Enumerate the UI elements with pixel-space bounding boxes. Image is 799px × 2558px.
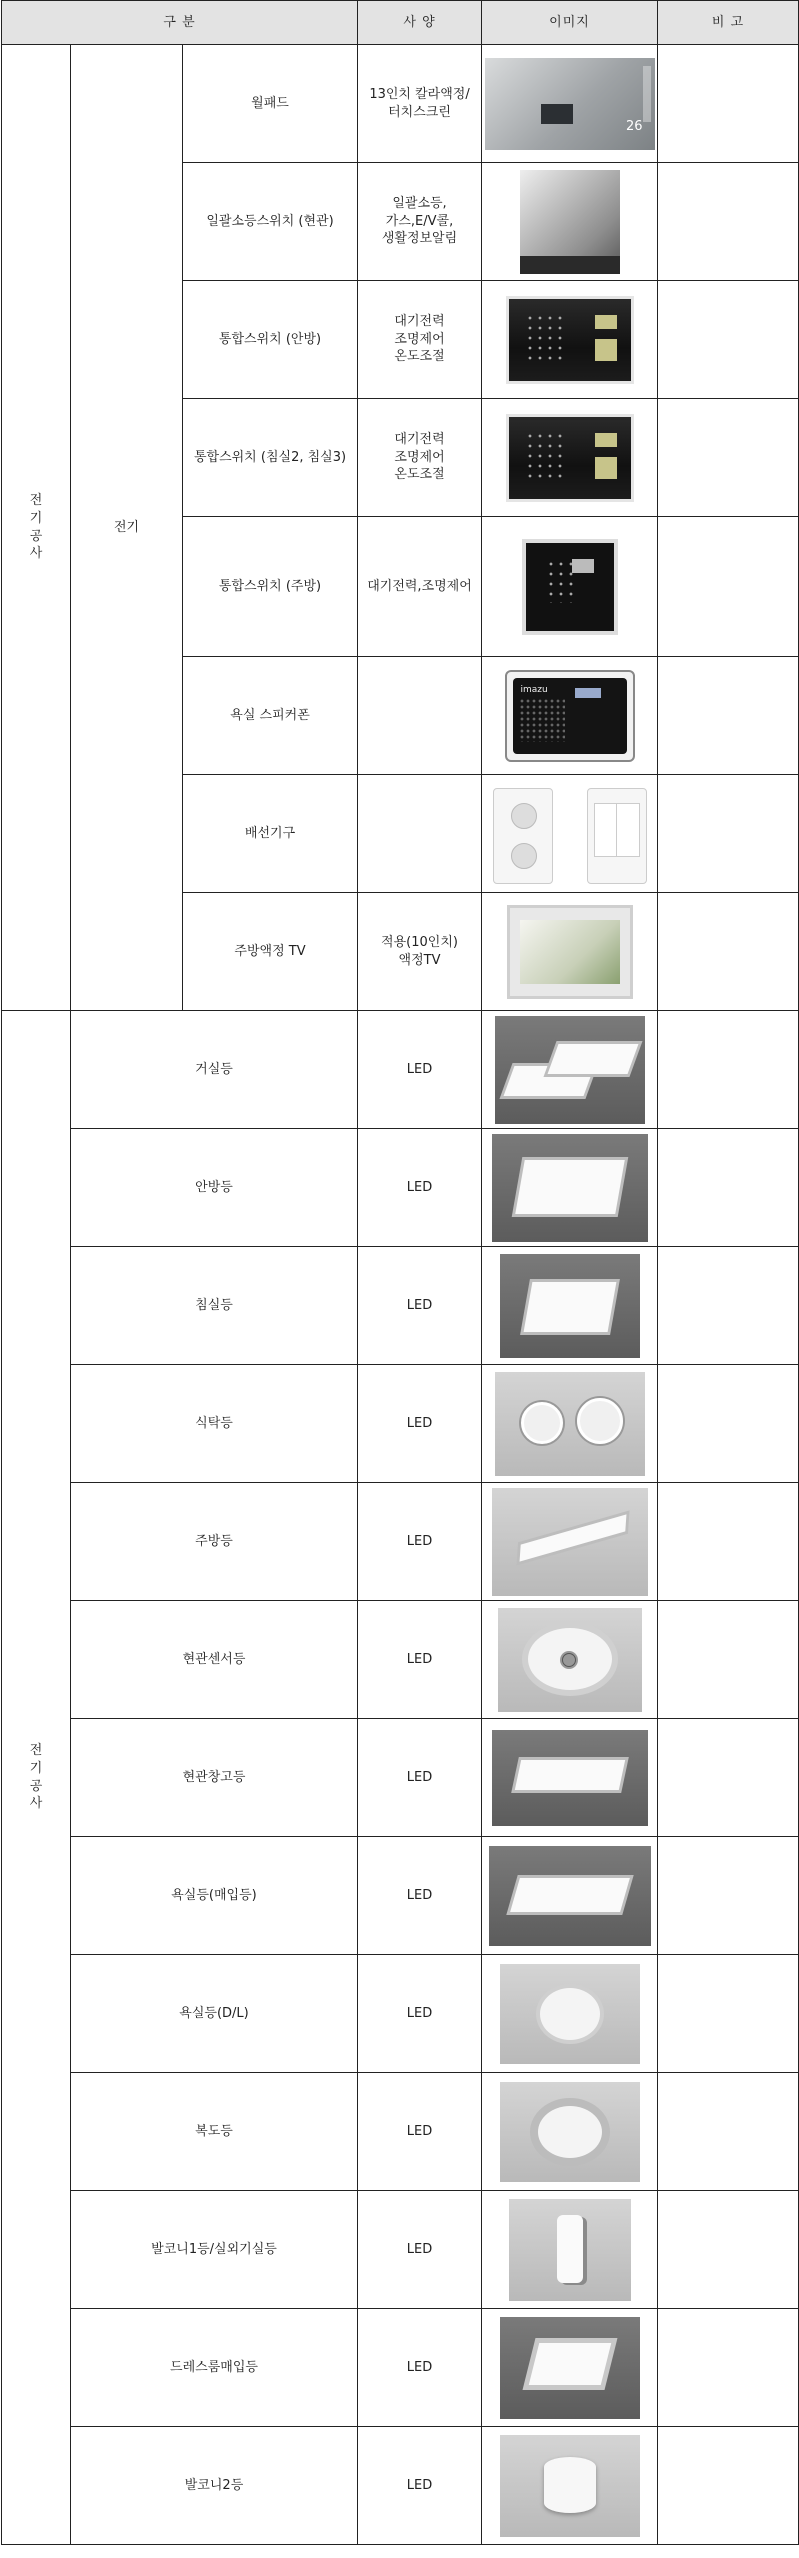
header-spec: 사 양 <box>358 1 482 45</box>
item-note <box>658 1365 799 1483</box>
item-spec <box>358 657 482 775</box>
wallpad-icon <box>485 58 655 150</box>
item-note <box>658 163 799 281</box>
item-note <box>658 1837 799 1955</box>
speakerphone-brand: imazu <box>520 684 548 695</box>
dressroom-recessed-light-icon <box>500 2317 640 2419</box>
table-row <box>2 45 799 163</box>
kitchen-tv-icon <box>507 905 633 999</box>
outlet-switch-icon <box>485 784 655 884</box>
item-name: 주방액정 TV <box>183 893 358 1011</box>
item-spec: LED <box>358 1247 482 1365</box>
spec-table <box>1 0 799 2545</box>
item-note <box>658 1011 799 1129</box>
item-spec: 13인치 칼라액정/ 터치스크린 <box>358 45 482 163</box>
item-name: 식탁등 <box>71 1365 358 1483</box>
item-spec: LED <box>358 1601 482 1719</box>
group-label: 전기공사 <box>2 45 71 1011</box>
item-spec: 일괄소등, 가스,E/V콜, 생활정보알림 <box>358 163 482 281</box>
item-name: 침실등 <box>71 1247 358 1365</box>
item-name: 월패드 <box>183 45 358 163</box>
item-spec: LED <box>358 1483 482 1601</box>
item-image <box>482 1247 658 1365</box>
item-spec: 적용(10인치) 액정TV <box>358 893 482 1011</box>
table-row <box>2 1601 799 1719</box>
item-spec: LED <box>358 1837 482 1955</box>
item-note <box>658 1129 799 1247</box>
sub-group-label: 전기 <box>71 45 183 1011</box>
item-image <box>482 399 658 517</box>
item-note <box>658 2073 799 2191</box>
item-name: 발코니1등/실외기실등 <box>71 2191 358 2309</box>
dining-spotlight-icon <box>495 1372 645 1476</box>
entrance-sensor-light-icon <box>498 1608 642 1712</box>
item-spec: LED <box>358 1011 482 1129</box>
item-note <box>658 399 799 517</box>
item-spec: LED <box>358 2427 482 2545</box>
master-bedroom-light-icon <box>492 1134 648 1242</box>
item-note <box>658 1247 799 1365</box>
item-name: 현관창고등 <box>71 1719 358 1837</box>
header-image: 이미지 <box>482 1 658 45</box>
item-name: 발코니2등 <box>71 2427 358 2545</box>
item-spec: LED <box>358 2309 482 2427</box>
item-image <box>482 2427 658 2545</box>
table-row <box>2 1247 799 1365</box>
item-image <box>482 1837 658 1955</box>
item-image <box>482 45 658 163</box>
item-name: 안방등 <box>71 1129 358 1247</box>
integrated-switch-icon <box>506 296 634 384</box>
kitchen-switch-icon <box>522 539 618 635</box>
item-note <box>658 2191 799 2309</box>
item-image <box>482 1719 658 1837</box>
item-spec: LED <box>358 2073 482 2191</box>
group-label: 전기공사 <box>2 1011 71 2545</box>
item-note <box>658 775 799 893</box>
header-row <box>2 1 799 45</box>
item-note <box>658 1601 799 1719</box>
item-name: 현관센서등 <box>71 1601 358 1719</box>
item-name: 통합스위치 (주방) <box>183 517 358 657</box>
item-spec: LED <box>358 1955 482 2073</box>
item-name: 배선기구 <box>183 775 358 893</box>
bathroom-downlight-icon <box>500 1964 640 2064</box>
item-image <box>482 775 658 893</box>
item-image <box>482 2191 658 2309</box>
item-image <box>482 893 658 1011</box>
table-row <box>2 1837 799 1955</box>
header-note: 비 고 <box>658 1 799 45</box>
integrated-switch-icon <box>506 414 634 502</box>
bathroom-recessed-light-icon <box>489 1846 651 1946</box>
bedroom-light-icon <box>500 1254 640 1358</box>
table-row <box>2 1011 799 1129</box>
item-image <box>482 657 658 775</box>
item-image <box>482 281 658 399</box>
master-switch-icon <box>520 170 620 274</box>
item-note <box>658 1483 799 1601</box>
item-name: 드레스룸매입등 <box>71 2309 358 2427</box>
table-row <box>2 2191 799 2309</box>
item-name: 욕실등(D/L) <box>71 1955 358 2073</box>
table-row <box>2 1365 799 1483</box>
table-row <box>2 1129 799 1247</box>
item-name: 욕실등(매입등) <box>71 1837 358 1955</box>
item-name: 욕실 스피커폰 <box>183 657 358 775</box>
item-note <box>658 1719 799 1837</box>
item-spec <box>358 775 482 893</box>
item-note <box>658 45 799 163</box>
item-spec: 대기전력 조명제어 온도조절 <box>358 399 482 517</box>
wallpad-display-number: 26 <box>625 118 643 134</box>
item-spec: LED <box>358 2191 482 2309</box>
item-spec: LED <box>358 1129 482 1247</box>
item-spec: LED <box>358 1365 482 1483</box>
kitchen-light-icon <box>492 1488 648 1596</box>
item-note <box>658 1955 799 2073</box>
balcony-ceiling-light-icon <box>500 2435 640 2537</box>
item-image <box>482 1955 658 2073</box>
item-image <box>482 1129 658 1247</box>
item-name: 복도등 <box>71 2073 358 2191</box>
item-name: 일괄소등스위치 (현관) <box>183 163 358 281</box>
header-category: 구 분 <box>2 1 358 45</box>
item-note <box>658 893 799 1011</box>
item-note <box>658 517 799 657</box>
item-note <box>658 281 799 399</box>
table-row <box>2 2427 799 2545</box>
item-image <box>482 163 658 281</box>
item-note <box>658 2427 799 2545</box>
item-spec: 대기전력,조명제어 <box>358 517 482 657</box>
item-image <box>482 517 658 657</box>
item-image <box>482 1011 658 1129</box>
item-name: 주방등 <box>71 1483 358 1601</box>
item-note <box>658 2309 799 2427</box>
hallway-light-icon <box>500 2082 640 2182</box>
item-note <box>658 657 799 775</box>
table-row <box>2 1719 799 1837</box>
table-row <box>2 1955 799 2073</box>
table-row <box>2 2073 799 2191</box>
item-image <box>482 2309 658 2427</box>
table-row <box>2 2309 799 2427</box>
item-name: 통합스위치 (안방) <box>183 281 358 399</box>
table-row <box>2 1483 799 1601</box>
entrance-storage-light-icon <box>492 1730 648 1826</box>
living-room-light-icon <box>495 1016 645 1124</box>
bathroom-speakerphone-icon <box>505 670 635 762</box>
balcony-wall-light-icon <box>509 2199 631 2301</box>
item-image <box>482 1365 658 1483</box>
item-name: 거실등 <box>71 1011 358 1129</box>
item-spec: LED <box>358 1719 482 1837</box>
item-image <box>482 1483 658 1601</box>
item-spec: 대기전력 조명제어 온도조절 <box>358 281 482 399</box>
item-image <box>482 2073 658 2191</box>
item-name: 통합스위치 (침실2, 침실3) <box>183 399 358 517</box>
item-image <box>482 1601 658 1719</box>
